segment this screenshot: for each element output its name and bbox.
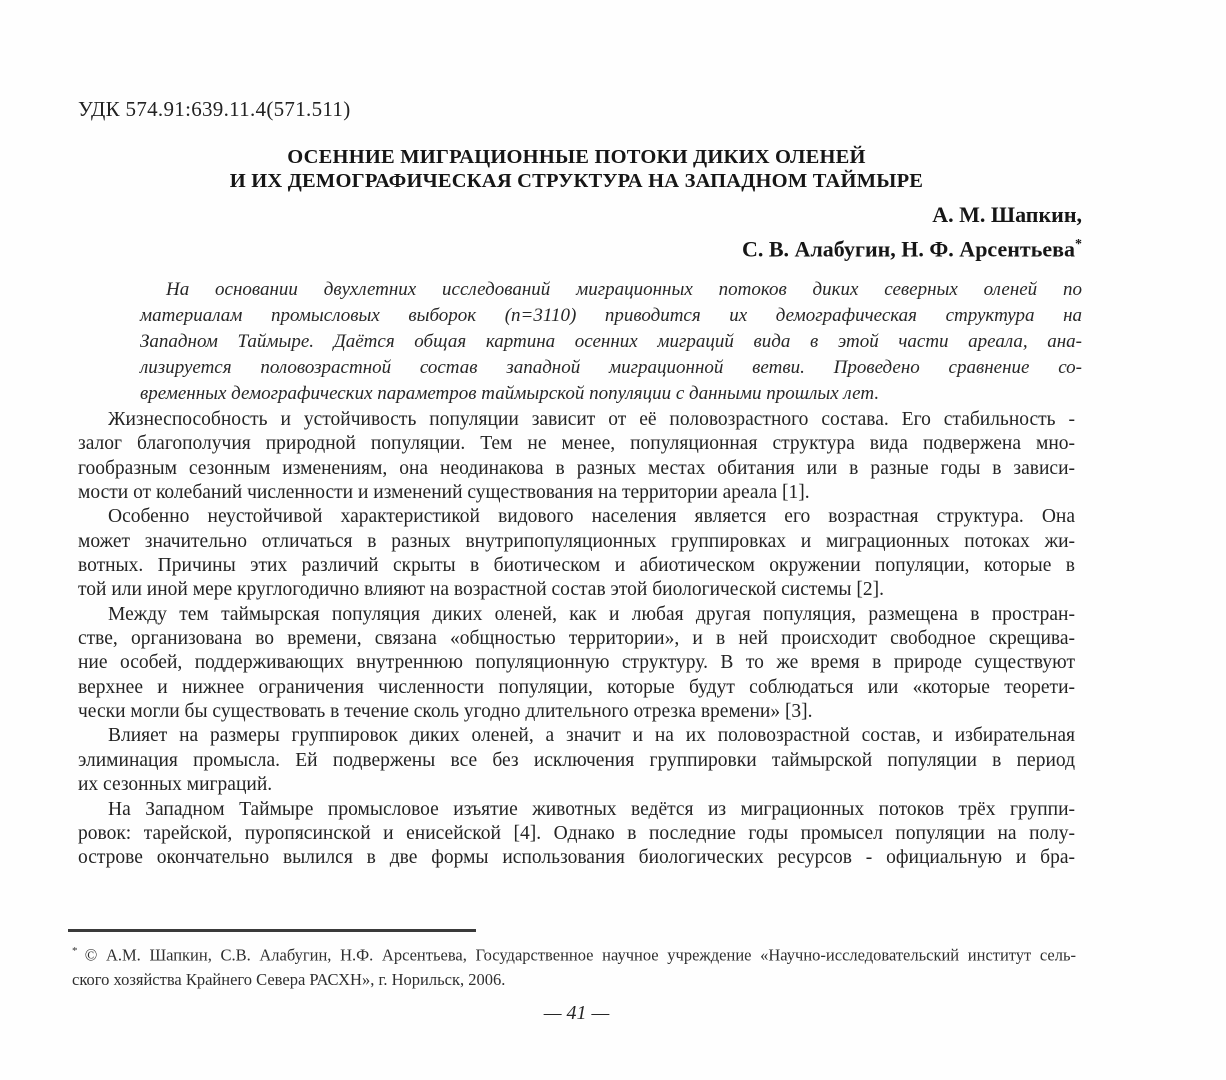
text-line: На Западном Таймыре промысловое изъятие животных ведётся из миграционных потоков трёх группи- [108,798,1075,820]
text-line: Между тем таймырская популяция диких оленей, как и любая другая популяция, размещена в простран- [108,603,1075,625]
udc-classification: УДК 574.91:639.11.4(571.511) [78,97,351,121]
text-line: На основании двухлетних исследований миграционных потоков диких северных оленей по [166,279,1082,300]
authors [78,200,1082,264]
page-number: — 41 — [543,1002,610,1024]
text-line: * © А.М. Шапкин, С.В. Алабугин, Н.Ф. Арсентьева, Государственное научное учреждение «Научно-исследовательский институт сель- [72,945,1077,965]
text-line: острове окончательно вылился в две формы использования биологических ресурсов - официальную и бра- [78,847,1075,869]
article-body [78,408,1075,871]
article-title [78,145,1075,193]
footnote-mark: * [72,945,85,957]
text-line: Влияет на размеры группировок диких оленей, а значит и на их половозрастной состав, и избирательная [108,725,1075,747]
text-line: Особенно неустойчивой характеристикой видового населения является его возрастная структура. Она [108,506,1075,528]
footnote-separator-rule [68,929,476,932]
body-paragraph [78,798,1075,871]
text-line: их сезонных миграций. [78,774,273,796]
text-line: стве, организована во времени, связана «общностью территории», и в ней происходит свободное скрещива- [78,628,1075,650]
text-line: залог благополучия природной популяции. Тем не менее, популяционная структура вида подвержена мно- [78,433,1075,455]
author-line-1: А. М. Шапкин, [932,202,1082,227]
text-line: может значительно отличаться в разных внутрипопуляционных группировках и миграционных потоках жи- [78,530,1075,552]
text-line: гообразным сезонным изменениям, она неодинакова в разных местах обитания или в разные годы в зависи- [78,457,1075,479]
text-line: Западном Таймыре. Даётся общая картина осенних миграций вида в этой части ареала, ана- [140,331,1082,352]
text-line: ровок: тарейской, пуропясинской и енисейской [4]. Однако в последние годы промысел популяции на полу- [78,822,1075,844]
body-paragraph [78,724,1075,797]
text-line: лизируется половозрастной состав западной миграционной ветви. Проведено сравнение со- [140,357,1082,378]
text-line: вотных. Причины этих различий скрыты в биотическом и абиотическом окружении популяции, которые в [78,555,1075,577]
text-line: ского хозяйства Крайнего Севера РАСХН», г. Норильск, 2006. [72,969,506,989]
text-line: временных демографических параметров таймырской популяции с данными прошлых лет. [140,383,880,404]
text-line: верхнее и нижнее ограничения численности популяции, которые будут соблюдаться или «которые теорети- [78,676,1075,698]
body-paragraph [78,408,1075,505]
body-paragraph [78,603,1075,725]
body-paragraph [78,505,1075,602]
author-footnote-mark: * [1075,237,1082,252]
text-line: чески могли бы существовать в течение сколь угодно длительного отрезка времени» [3]. [78,701,813,723]
abstract [140,277,1082,407]
article-title-line-1: ОСЕННИЕ МИГРАЦИОННЫЕ ПОТОКИ ДИКИХ ОЛЕНЕЙ [287,146,866,168]
copyright-footnote [72,939,1076,992]
article-title-line-2: И ИХ ДЕМОГРАФИЧЕСКАЯ СТРУКТУРА НА ЗАПАДНОМ ТАЙМЫРЕ [229,170,924,192]
text-line: материалам промысловых выборок (n=3110) приводится их демографическая структура на [140,305,1082,326]
author-line-2 [78,230,1082,264]
text-line: Жизнеспособность и устойчивость популяции зависит от её половозрастного состава. Его стабильность - [108,409,1075,430]
text-line: мости от колебаний численности и изменений существования на территории ареала [1]. [78,482,810,504]
text-line: той или иной мере круглогодично влияют на возрастной состав этой биологической системы [2]. [78,579,885,601]
text-line: ние особей, поддерживающих внутреннюю популяционную структуру. В то же время в природе существуют [78,652,1075,674]
text-line: элиминация промысла. Ей подвержены все без исключения группировки таймырской популяции в период [78,749,1075,771]
author-names: С. В. Алабугин, Н. Ф. Арсентьева [742,236,1075,262]
